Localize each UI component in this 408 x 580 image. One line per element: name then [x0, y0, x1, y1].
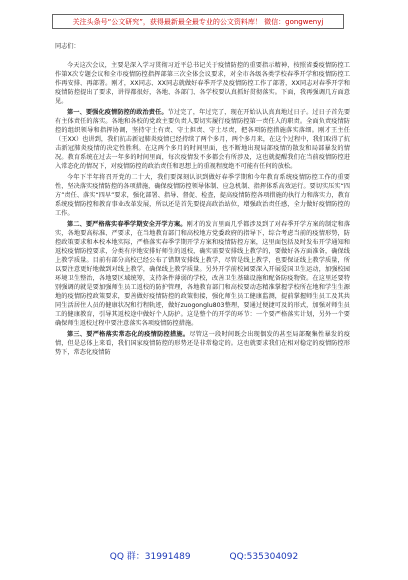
paragraph-3	[55, 173, 350, 218]
paragraph-3-text: 今年下半年将召开党的二十大，我们要深刻认识到做好春季学期和今年教育系统疫情防控工作的重要性，坚决落实疫情防控的各项措施，确保疫情防控领导体制、应急机制、指挥体系高效运行。要切实压实“四方”责任、落实“四早”要求，强化部署、指导、督促、检查，提高疫情防控各项措施的执行力和落实力，教育系统疫情防控和教育事业改革发展，所以还是首先要提高政治站位，增强政治责任感，全力做好疫情防控的工作。	[55, 174, 350, 217]
paragraph-1	[55, 61, 350, 106]
paragraph-4-text: 刚才的发言里面几乎都涉及到了对春季开学方案的制定和落实，各地要高标准、严要求，在当地教育部门和高校地方党委政府的指导下，综合考虑当前的疫情形势，防控政策要求和本校本地实际，严格落实春季学期开学方案和疫情防控方案，这里面包括及时发布开学通知和返校疫情防控要求，分类有序地安排好师生的返校，确实需要安排线上教学的，要做好各方面准备，确保线上教学质量。目前有部分高校已经公布了错期安排线上教学，尽管是线上教学，也要保证线上教学质量，所以要注意更好地做到对线上教学，确保线上教学质量。另外开学前校园要深入开展爱国卫生运动，加强校园环境卫生整治，各地要区域统筹，支持条件薄弱的学校，改善卫生基础设施和配备防疫物资。在这里还要特别强调的就是要加强师生员工返校的防护管理，各地教育部门和高校要动态精准掌握学校所在地和学生生源地的疫情防控政策要求，要善做好疫情防控的政策衔接，强化师生员工健康监测，提前掌握师生员工及其共同生活居住人员的健康状况和行程轨迹，做好zuogonglu803整理，要通过便捷可及的形式，加强对师生员工的健康教育，引导其返校途中做好个人防护。这是整个的开学的环节：一个要严格落实计划，另外一个要确保师生返校过程中要注意落实各项疫情防控措施。	[55, 221, 351, 327]
paragraph-5-text: 尽管这一段时间既会出现偶发的甚至局部聚集性暴发的疫情，但是总体上来看，我们国家疫情防控的形势还是非常稳定的。这也就要求我们在相对稳定的疫情防控形势下，常态化疫情防	[55, 331, 350, 356]
greeting: 同志们：	[55, 43, 80, 50]
paragraph-4-heading: 第二、要严格落实春季学期安全开学方案。	[67, 221, 187, 228]
paragraph-5	[55, 330, 350, 357]
promo-banner: 关注头条号“公文研究”，获得最新最全最专业的公文资料库！ 微信：gongwenyj	[52, 14, 344, 29]
paragraph-2-heading: 第一、要强化疫情防控的政治责任。	[67, 109, 168, 116]
paragraph-2	[55, 108, 350, 171]
paragraph-2-text: 节过完了，年过完了，现在开始认认真真地过日子。过日子首先要有主体责任的落实。各地和各校的党政主要负责人要切实履行疫情防控第一责任人的职责。全面负责疫情防控的组织领导和指挥协调，坚持守土有责、守土担责、守土尽责，把各项防控措施落实落细。刚才王主任（王XX）也讲到，我们抗击新冠肺炎疫情已经持续了两个多月，两个多月来，在这个过程中，我们取得了抗击新冠肺炎疫情的决定性胜利。在这两个多月的时间里面，也不断地出现局部疫情的散发和局部暴发的情况。教育系统在过去一年多的时间里面，每次疫情发不多都会有所涉及，这也就提醒我们在当前疫情防控进入常态化的情况下，对疫情防控的政治责任和思想上的重视程度绝不可能有任何的放松。	[55, 109, 351, 170]
footer-contact	[0, 549, 408, 562]
qq-number: QQ:535304092	[229, 552, 299, 562]
qq-group-number: QQ 群：31991489	[109, 552, 191, 562]
document-body	[55, 42, 350, 359]
paragraph-5-heading: 第三、要严格落实常态化的疫情防控措施。	[67, 331, 190, 338]
paragraph-1-text: 今天这次会议，主要是深入学习贯彻习近平总书记关于疫情防控的重要指示精神，按照省委疫情防控工作第X次专题会议和全市疫情防控指挥部第三次全体会议要求，对全市各级各类学校春季开学和疫情防控工作再安排、再部署。刚才，XX同志、XX同志就做好春季开学及疫情防控工作了部署，XX同志对春季开学和疫情防控提出了要求，讲得都很好，各地、各部门、各学校要认真抓好贯彻落实。下面，我再强调几方面意见。	[55, 62, 350, 105]
paragraph-4	[55, 220, 350, 328]
